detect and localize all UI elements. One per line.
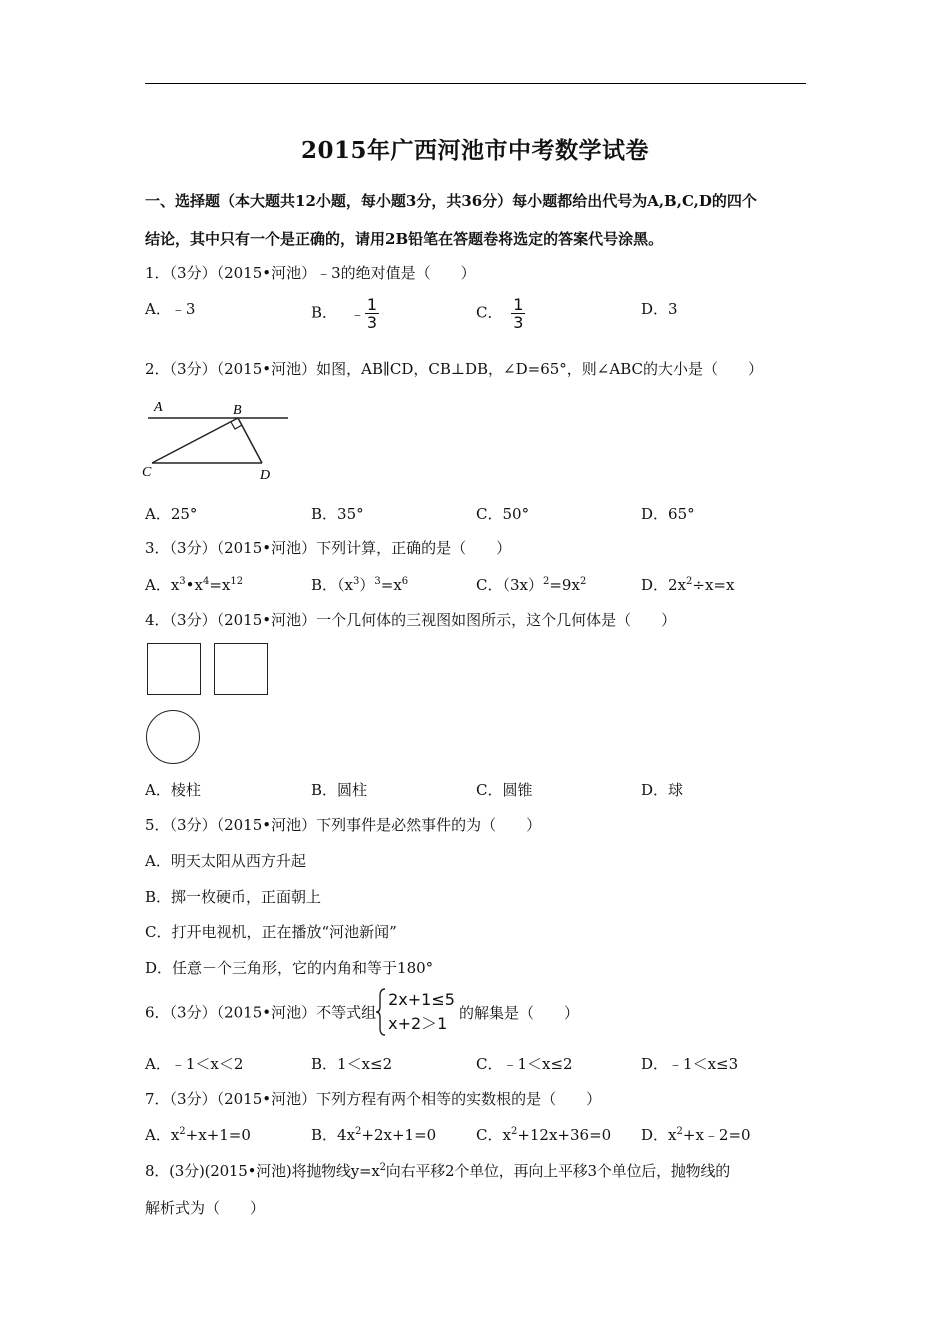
header-rule: [145, 83, 806, 84]
q3-option-c: [476, 574, 586, 595]
top-view-circle: [146, 710, 200, 764]
segment-bc: [152, 418, 238, 463]
q6-option-c: C．﹣1＜x≤2: [476, 1055, 573, 1073]
brace-icon: [376, 988, 386, 1036]
q7-b-text2: +2x+1=0: [361, 1126, 437, 1144]
q1-option-b-label: B．: [311, 303, 338, 322]
q1-option-b: [311, 296, 379, 331]
label-a: A: [154, 400, 163, 415]
q1-option-d: D．3: [641, 300, 678, 318]
q5-option-d: D．任意－个三角形，它的内角和等于180°: [145, 959, 434, 977]
q7-d-exp: 2: [676, 1126, 683, 1137]
q4-option-a: A．棱柱: [145, 781, 201, 799]
label-d: D: [260, 468, 271, 483]
q3-c-text2: =9x: [549, 576, 580, 594]
q7-a-text1: A．x: [145, 1126, 180, 1144]
q3-stem: 3．（3分）（2015•河池）下列计算，正确的是（ ）: [145, 539, 512, 557]
q3-a-exp3: 12: [230, 576, 244, 587]
q3-c-text1: C．（3x）: [476, 576, 543, 594]
q1-stem: 1．（3分）（2015•河池）﹣3的绝对值是（ ）: [145, 264, 476, 282]
q2-option-c: C．50°: [476, 505, 530, 523]
inequality-2: x+2＞1: [388, 1014, 448, 1033]
q3-option-d: [641, 574, 734, 595]
q4-stem: 4．（3分）（2015•河池）一个几何体的三视图如图所示，这个几何体是（ ）: [145, 611, 677, 629]
q7-option-d: [641, 1124, 751, 1145]
q7-d-text2: +x﹣2=0: [682, 1126, 751, 1144]
q7-b-exp: 2: [355, 1126, 362, 1137]
label-b: B: [233, 403, 242, 418]
q6-option-d: D．﹣1＜x≤3: [641, 1055, 739, 1073]
q7-option-c: [476, 1124, 611, 1145]
q2-option-a: A．25°: [145, 505, 198, 523]
q5-stem: 5．（3分）（2015•河池）下列事件是必然事件的为（ ）: [145, 816, 542, 834]
section-instructions-line1: 一、选择题（本大题共12小题，每小题3分，共36分）每小题都给出代号为A,B,C,D的四个: [145, 192, 757, 210]
q7-c-text2: +12x+36=0: [517, 1126, 612, 1144]
front-view-square: [147, 643, 201, 695]
q8-text1: 8．(3分)(2015•河池)将抛物线y=x: [145, 1162, 380, 1180]
q3-c-exp2: 2: [579, 576, 587, 587]
q3-b-text1: B．（x: [311, 576, 353, 594]
fraction-numerator: 1: [366, 295, 378, 314]
q3-a-text2: •x: [185, 576, 203, 594]
q3-b-exp2: 3: [374, 576, 381, 587]
q1-option-c-fraction: [511, 296, 525, 331]
q3-b-exp1: 3: [352, 576, 360, 587]
q7-c-text1: C．x: [476, 1126, 511, 1144]
q1-option-c: [476, 296, 525, 331]
q6-stem-prefix: 6．（3分）（2015•河池）不等式组: [145, 1003, 377, 1022]
q1-option-c-label: C．: [476, 303, 503, 322]
side-view-square: [214, 643, 268, 695]
q7-option-a: [145, 1124, 251, 1145]
q8-exp: 2: [379, 1162, 386, 1173]
q3-option-a: [145, 574, 243, 595]
q6-option-b: B．1＜x≤2: [311, 1055, 393, 1073]
q4-option-d: D．球: [641, 781, 684, 799]
q2-option-d: D．65°: [641, 505, 695, 523]
page-title: 2015年广西河池市中考数学试卷: [300, 137, 649, 164]
q3-option-b: [311, 574, 408, 595]
q8-stem-line2: 解析式为（ ）: [145, 1199, 266, 1217]
q3-a-exp2: 4: [202, 576, 210, 587]
inequality-system: [376, 988, 455, 1036]
q7-c-exp: 2: [510, 1126, 518, 1137]
q6-stem-suffix: 的解集是（ ）: [458, 1003, 579, 1022]
q6-option-a: A．﹣1＜x＜2: [145, 1055, 244, 1073]
q2-stem: 2．（3分）（2015•河池）如图，AB∥CD，CB⊥DB，∠D=65°，则∠ABC的大小是（ ）: [145, 360, 763, 378]
q3-d-text1: D．2x: [641, 576, 687, 594]
q3-b-text2: ）: [359, 576, 375, 594]
q4-option-c: C．圆锥: [476, 781, 533, 799]
q5-option-c: C．打开电视机，正在播放“河池新闻”: [145, 923, 397, 941]
q7-option-b: [311, 1124, 436, 1145]
q7-a-text2: +x+1=0: [185, 1126, 251, 1144]
q3-d-text2: ÷x=x: [692, 576, 735, 594]
q1-option-b-sign: ﹣: [349, 305, 365, 323]
q3-d-exp1: 2: [686, 576, 693, 587]
q7-b-text1: B．4x: [311, 1126, 356, 1144]
section-instructions-line2: 结论，其中只有一个是正确的，请用2B铅笔在答题卷将选定的答案代号涂黑。: [145, 230, 664, 248]
q4-option-b: B．圆柱: [311, 781, 368, 799]
q7-d-text1: D．x: [641, 1126, 677, 1144]
q8-text2: 向右平移2个单位，再向上平移3个单位后，抛物线的: [385, 1162, 731, 1180]
q3-b-text3: =x: [380, 576, 402, 594]
q1-option-b-fraction: [365, 296, 379, 331]
q1-option-a: A．﹣3: [145, 300, 196, 318]
fraction-numerator: 1: [513, 295, 524, 314]
inequality-1: 2x+1≤5: [388, 990, 455, 1009]
fraction-denominator: 3: [366, 313, 378, 332]
q2-option-b: B．35°: [311, 505, 364, 523]
q3-a-exp1: 3: [179, 576, 186, 587]
q7-stem: 7．（3分）（2015•河池）下列方程有两个相等的实数根的是（ ）: [145, 1090, 602, 1108]
label-c: C: [142, 465, 152, 480]
q5-option-a: A．明天太阳从西方升起: [145, 852, 306, 870]
q5-option-b: B．掷一枚硬币，正面朝上: [145, 888, 322, 906]
q3-c-exp1: 2: [542, 576, 550, 587]
q2-geometry-figure: [140, 396, 290, 486]
q3-a-text1: A．x: [145, 576, 180, 594]
q3-a-text3: =x: [209, 576, 231, 594]
fraction-denominator: 3: [513, 313, 524, 332]
q3-b-exp3: 6: [401, 576, 409, 587]
q7-a-exp: 2: [179, 1126, 186, 1137]
q6-stem: [145, 988, 579, 1036]
q8-stem: [145, 1160, 730, 1181]
